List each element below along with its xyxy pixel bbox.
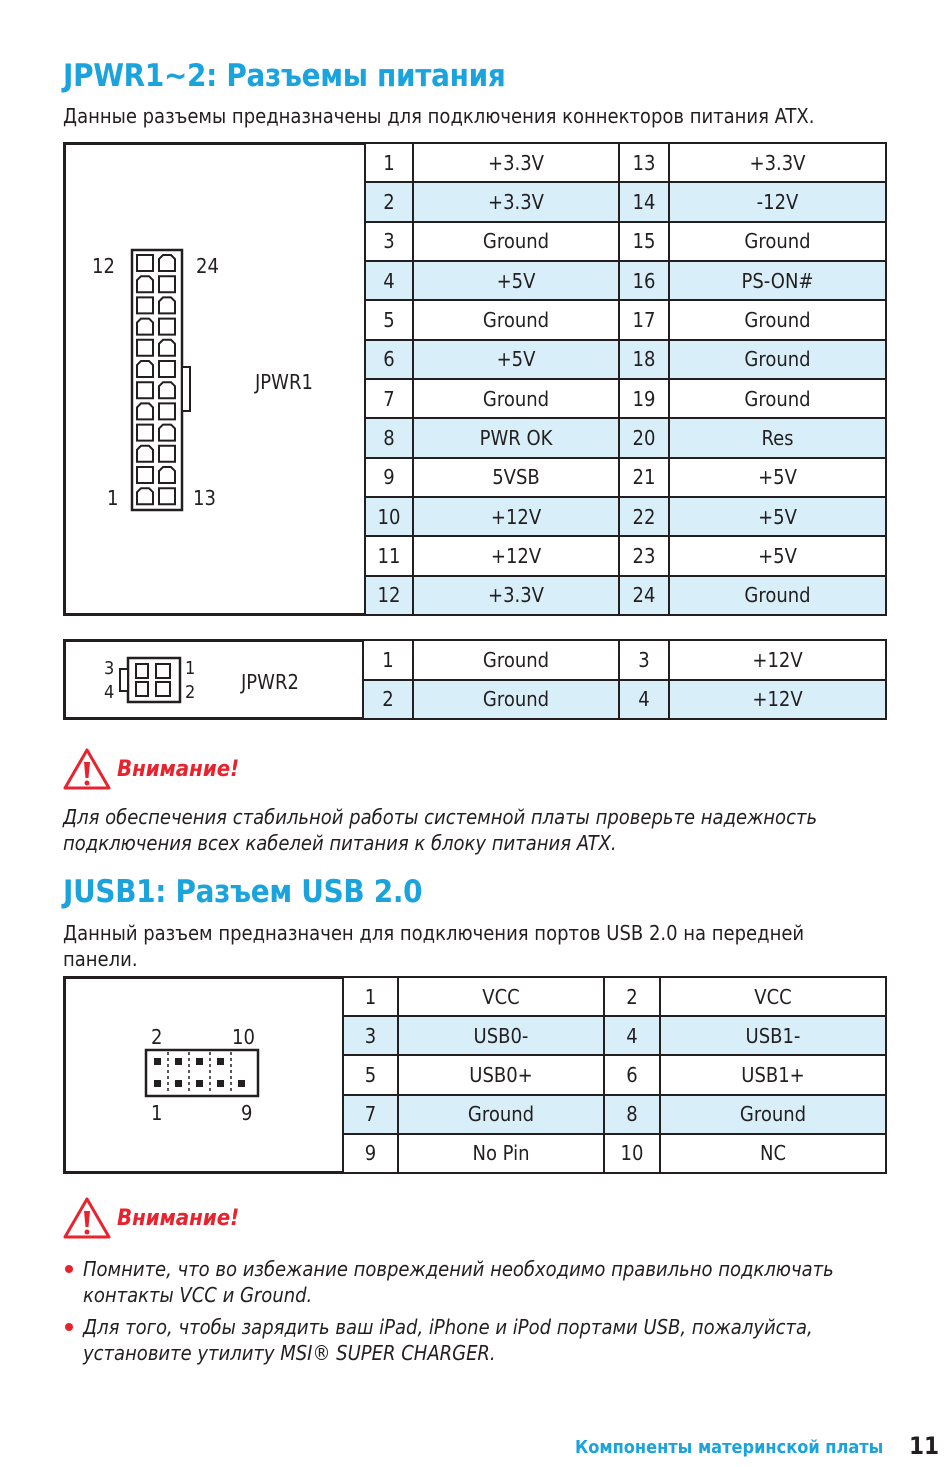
signal-name-cell: NC: [660, 1134, 886, 1173]
signal-name-cell: USB0+: [398, 1055, 604, 1094]
signal-name-cell: Ground: [413, 300, 619, 339]
signal-name-cell: Ground: [660, 1095, 886, 1134]
pin-label: 4: [104, 682, 115, 703]
pin-number-cell: 9: [343, 1134, 398, 1173]
connector-pin: [159, 297, 175, 313]
signal-name-cell: PS-ON#: [669, 261, 886, 300]
pin-number-cell: 4: [619, 680, 669, 720]
signal-name-cell: +3.3V: [413, 182, 619, 221]
signal-name-cell: Ground: [669, 379, 886, 418]
table-row: [343, 1134, 886, 1173]
signal-name-cell: +3.3V: [413, 576, 619, 615]
connector-pin: [137, 403, 153, 419]
warning-triangle-icon: [63, 1196, 111, 1240]
signal-name-cell: +5V: [413, 340, 619, 379]
signal-name-cell: +12V: [413, 536, 619, 575]
connector-pin: [159, 425, 175, 441]
bullet-dot-icon: [65, 1265, 73, 1273]
pin-number-cell: 10: [365, 497, 413, 536]
list-item-text: Для того, чтобы зарядить ваш iPad, iPhone и iPod портами USB, пожалуйста, установите утилиту MSI® SUPER CHARGER.: [83, 1315, 813, 1365]
signal-name-cell: USB1+: [660, 1055, 886, 1094]
table-row: [343, 1095, 886, 1134]
signal-name-cell: Ground: [669, 340, 886, 379]
pin-number-cell: 14: [619, 182, 669, 221]
list-item-text: Помните, что во избежание повреждений необходимо правильно подключать контакты VCC и Ground.: [83, 1257, 834, 1307]
pin-number-cell: 8: [604, 1095, 660, 1134]
warning-title: Внимание!: [117, 756, 240, 782]
connector-pin: [159, 488, 175, 504]
pin-number-cell: 1: [343, 977, 398, 1016]
pin-label: 1: [107, 486, 119, 510]
pin-number-cell: 7: [343, 1095, 398, 1134]
pin-number-cell: 17: [619, 300, 669, 339]
warning-triangle-icon: [63, 747, 111, 791]
pin-number-cell: 2: [363, 680, 413, 720]
table-row: [365, 536, 886, 575]
table-row: [365, 418, 886, 457]
signal-name-cell: +12V: [669, 680, 886, 720]
signal-name-cell: Ground: [413, 222, 619, 261]
atx24-connector-icon: [128, 247, 194, 513]
connector-pin: [137, 297, 153, 313]
list-item: [63, 1256, 873, 1308]
footer-section-name: Компоненты материнской платы: [575, 1437, 884, 1458]
pin-number-cell: 12: [365, 576, 413, 615]
signal-name-cell: Ground: [398, 1095, 604, 1134]
signal-name-cell: +3.3V: [669, 143, 886, 182]
pin-number-cell: 22: [619, 497, 669, 536]
table-row: [365, 458, 886, 497]
connector-pin: [159, 276, 175, 292]
table-row: [363, 640, 886, 680]
signal-name-cell: Ground: [669, 300, 886, 339]
pin-number-cell: 3: [343, 1016, 398, 1055]
pin-number-cell: 4: [365, 261, 413, 300]
pin-label: 12: [92, 254, 115, 278]
connector-pin: [159, 340, 175, 356]
jusb-pin-table: [342, 976, 887, 1174]
list-item: [63, 1314, 873, 1366]
page-number: 11: [909, 1432, 940, 1460]
pin-number-cell: 6: [365, 340, 413, 379]
table-row: [343, 1016, 886, 1055]
pin-label: 1: [185, 658, 196, 679]
signal-name-cell: Ground: [413, 680, 619, 720]
pin-number-cell: 9: [365, 458, 413, 497]
connector-pin: [159, 319, 175, 335]
pin-label: 1: [151, 1101, 163, 1125]
pin-number-cell: 16: [619, 261, 669, 300]
connector-pin: [159, 382, 175, 398]
connector-pin: [137, 255, 153, 271]
pin-label: 24: [196, 254, 219, 278]
signal-name-cell: +3.3V: [413, 143, 619, 182]
jpwr1-name: JPWR1: [255, 370, 313, 394]
connector-pin: [159, 403, 175, 419]
warning-header-power: [63, 747, 239, 791]
pin-label: 2: [151, 1025, 163, 1049]
signal-name-cell: +12V: [669, 640, 886, 680]
jpwr1-pin-table: [364, 142, 887, 616]
table-row: [365, 379, 886, 418]
signal-name-cell: -12V: [669, 182, 886, 221]
jpwr2-pin-table: [362, 639, 887, 720]
signal-name-cell: Res: [669, 418, 886, 457]
pin-number-cell: 4: [604, 1016, 660, 1055]
table-row: [365, 261, 886, 300]
connector-pin: [137, 467, 153, 483]
pin-number-cell: 2: [604, 977, 660, 1016]
table-row: [343, 977, 886, 1016]
signal-name-cell: Ground: [669, 222, 886, 261]
connector-pin: [159, 361, 175, 377]
atx4-connector-icon: [116, 656, 184, 704]
connector-pin: [137, 425, 153, 441]
pin-number-cell: 7: [365, 379, 413, 418]
table-row: [343, 1055, 886, 1094]
table-row: [363, 680, 886, 720]
pin-number-cell: 5: [343, 1055, 398, 1094]
pin-number-cell: 1: [363, 640, 413, 680]
connector-pin: [137, 319, 153, 335]
signal-name-cell: USB1-: [660, 1016, 886, 1055]
usb-warning-list: [63, 1256, 873, 1372]
pin-label: 2: [185, 682, 196, 703]
usb-header-icon: [144, 1048, 260, 1098]
signal-name-cell: +5V: [669, 497, 886, 536]
signal-name-cell: No Pin: [398, 1134, 604, 1173]
table-row: [365, 300, 886, 339]
table-row: [365, 340, 886, 379]
table-row: [365, 222, 886, 261]
signal-name-cell: Ground: [413, 379, 619, 418]
connector-pin: [159, 255, 175, 271]
table-row: [365, 576, 886, 615]
warning-text-power: Для обеспечения стабильной работы системной платы проверьте надежность подключения всех кабелей питания к блоку питания ATX.: [63, 805, 818, 855]
pin-number-cell: 11: [365, 536, 413, 575]
pin-number-cell: 5: [365, 300, 413, 339]
pin-number-cell: 2: [365, 182, 413, 221]
connector-pin: [137, 276, 153, 292]
connector-pin: [137, 382, 153, 398]
connector-pin: [137, 446, 153, 462]
signal-name-cell: Ground: [669, 576, 886, 615]
signal-name-cell: Ground: [413, 640, 619, 680]
signal-name-cell: 5VSB: [413, 458, 619, 497]
pin-number-cell: 1: [365, 143, 413, 182]
pin-number-cell: 15: [619, 222, 669, 261]
pin-label: 3: [104, 658, 115, 679]
pin-number-cell: 13: [619, 143, 669, 182]
warning-title: Внимание!: [117, 1205, 240, 1231]
signal-name-cell: VCC: [398, 977, 604, 1016]
table-row: [365, 143, 886, 182]
pin-number-cell: 10: [604, 1134, 660, 1173]
jpwr-description: Данные разъемы предназначены для подключения коннекторов питания ATX.: [63, 104, 815, 128]
pin-label: 9: [241, 1101, 253, 1125]
pin-number-cell: 19: [619, 379, 669, 418]
pin-label: 13: [193, 486, 216, 510]
section-title-jpwr: JPWR1~2: Разъемы питания: [63, 58, 506, 94]
signal-name-cell: +5V: [669, 458, 886, 497]
connector-pin: [159, 467, 175, 483]
pin-number-cell: 6: [604, 1055, 660, 1094]
jusb-description: Данный разъем предназначен для подключения портов USB 2.0 на передней панели.: [63, 921, 805, 971]
signal-name-cell: +5V: [669, 536, 886, 575]
pin-number-cell: 3: [619, 640, 669, 680]
bullet-dot-icon: [65, 1323, 73, 1331]
pin-number-cell: 20: [619, 418, 669, 457]
connector-pin: [137, 340, 153, 356]
pin-number-cell: 3: [365, 222, 413, 261]
jpwr2-name: JPWR2: [241, 670, 299, 694]
warning-header-usb: [63, 1196, 239, 1240]
section-title-jusb: JUSB1: Разъем USB 2.0: [63, 874, 423, 910]
connector-pin: [137, 488, 153, 504]
signal-name-cell: USB0-: [398, 1016, 604, 1055]
signal-name-cell: +12V: [413, 497, 619, 536]
table-row: [365, 182, 886, 221]
signal-name-cell: +5V: [413, 261, 619, 300]
signal-name-cell: VCC: [660, 977, 886, 1016]
connector-pin: [159, 446, 175, 462]
pin-number-cell: 21: [619, 458, 669, 497]
signal-name-cell: PWR OK: [413, 418, 619, 457]
pin-number-cell: 23: [619, 536, 669, 575]
table-row: [365, 497, 886, 536]
pin-label: 10: [232, 1025, 255, 1049]
pin-number-cell: 24: [619, 576, 669, 615]
pin-number-cell: 18: [619, 340, 669, 379]
connector-pin: [137, 361, 153, 377]
pin-number-cell: 8: [365, 418, 413, 457]
